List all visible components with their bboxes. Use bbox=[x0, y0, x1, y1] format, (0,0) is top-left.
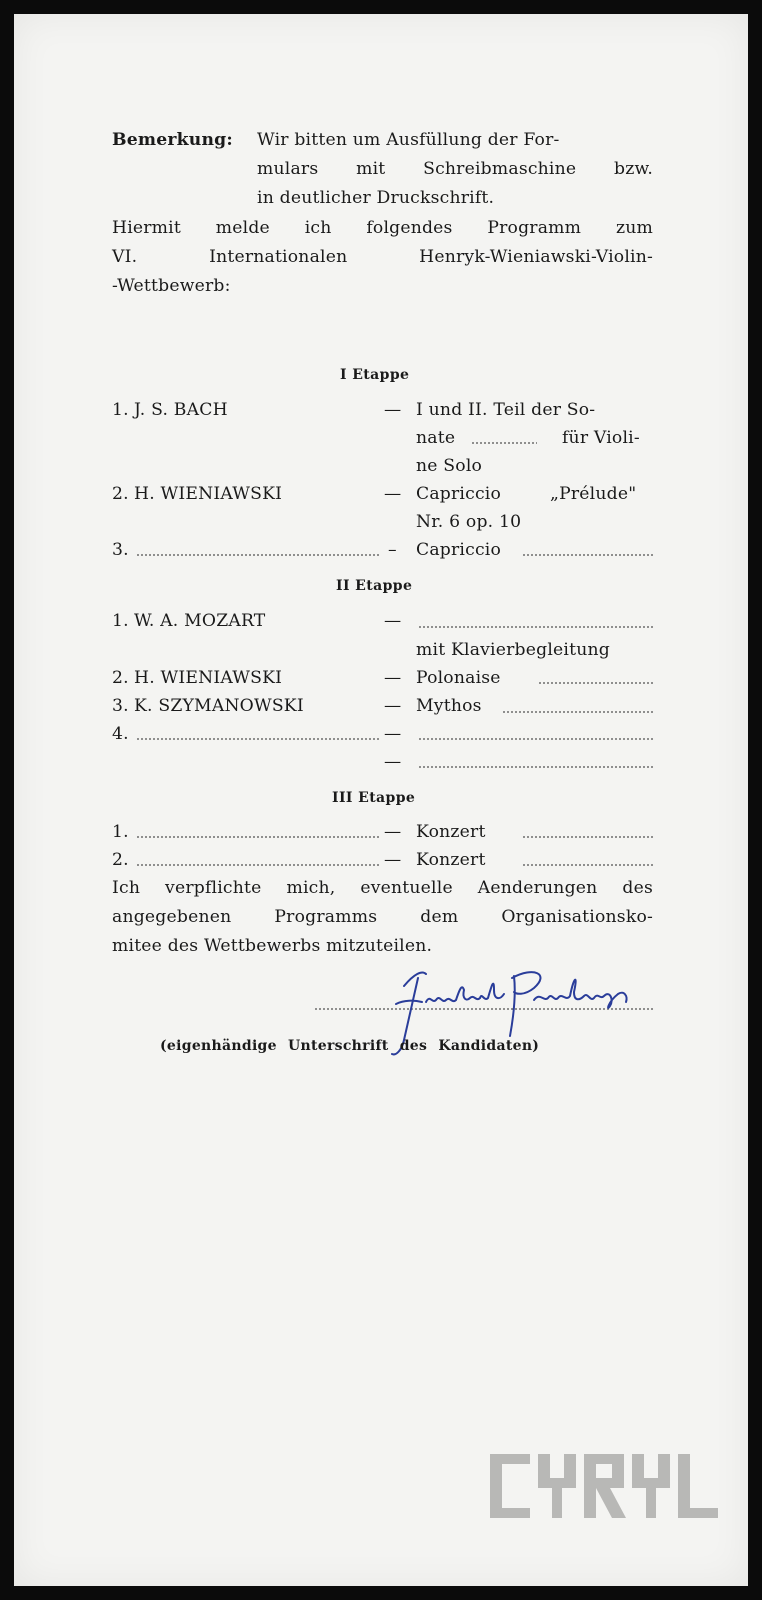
stage2-item1-extra: mit Klavierbegleitung bbox=[416, 640, 610, 660]
stage2-item2-composer: H. WIENIAWSKI bbox=[134, 668, 283, 688]
stage2-heading: II Etappe bbox=[336, 578, 413, 594]
remark-label: Bemerkung: bbox=[112, 130, 233, 150]
stage1-item1-line1: I und II. Teil der So- bbox=[416, 400, 596, 420]
stage2-item2-piece-blank[interactable] bbox=[538, 682, 654, 684]
stage3-item1-dash: — bbox=[384, 822, 402, 842]
stage2-item2-dash: — bbox=[384, 668, 402, 688]
stage3-item2-dash: — bbox=[384, 850, 402, 870]
dotted-line bbox=[502, 711, 654, 713]
document-page bbox=[14, 14, 748, 1586]
remark-line-1 bbox=[257, 130, 653, 150]
stage1-item2-line2: „Prélude" bbox=[550, 484, 637, 504]
stage2-item4-piece-blank[interactable] bbox=[418, 738, 654, 740]
remark-line-1-text: Wir bitten um Ausfüllung der For- bbox=[257, 130, 560, 150]
stage2-item3-dash: — bbox=[384, 696, 402, 716]
sig-stroke-F-bar bbox=[396, 1001, 422, 1004]
stage1-item1-line4: ne Solo bbox=[416, 456, 483, 476]
stage1-item3-piece-blank[interactable] bbox=[522, 554, 654, 556]
sonata-number-blank[interactable] bbox=[471, 442, 537, 444]
cyryl-watermark bbox=[490, 1454, 720, 1522]
stage2-item3-piece-blank[interactable] bbox=[502, 711, 654, 713]
stage2-item2-piece: Polonaise bbox=[416, 668, 501, 688]
stage2-item4-composer-blank[interactable] bbox=[136, 738, 380, 740]
stage3-item2-composer-blank[interactable] bbox=[136, 864, 380, 866]
stage1-item2-num: 2. bbox=[112, 484, 129, 504]
remark-line-2: mulars mit Schreibmaschine bzw. bbox=[257, 159, 653, 179]
stage1-item1-num: 1. bbox=[112, 400, 129, 420]
stage2-item5-dash: — bbox=[384, 752, 402, 772]
logo-C bbox=[490, 1454, 530, 1518]
commitment-line-3: mitee des Wettbewerbs mitzuteilen. bbox=[112, 936, 433, 956]
sig-stroke-first-name bbox=[426, 984, 504, 1002]
stage2-item5-piece-blank[interactable] bbox=[418, 766, 654, 768]
stage2-item3-piece: Mythos bbox=[416, 696, 482, 716]
stage1-item1-line2: nate bbox=[416, 428, 456, 448]
stage2-item4-dash: — bbox=[384, 724, 402, 744]
stage1-item2-line1: Capriccio bbox=[416, 484, 502, 504]
sig-stroke-last-name bbox=[534, 980, 627, 1008]
stage2-item3-composer: K. SZYMANOWSKI bbox=[134, 696, 304, 716]
stage2-item1-dash: — bbox=[384, 611, 402, 631]
logo-L bbox=[678, 1454, 718, 1518]
stage2-item1-piece-blank[interactable] bbox=[418, 626, 654, 628]
cyryl-logo bbox=[490, 1454, 720, 1518]
stage2-item4-num: 4. bbox=[112, 724, 129, 744]
intro-line-2: VI. Internationalen Henryk-Wieniawski-Violin- bbox=[112, 247, 653, 267]
stage3-item2-num: 2. bbox=[112, 850, 129, 870]
remark-line-3: in deutlicher Druckschrift. bbox=[257, 188, 495, 208]
stage3-item2-piece: Konzert bbox=[416, 850, 486, 870]
stage1-item2-dash: — bbox=[384, 484, 402, 504]
stage1-item1-line3: für Violi- bbox=[562, 428, 640, 448]
intro-line-1: Hiermit melde ich folgendes Programm zum bbox=[112, 218, 653, 238]
stage2-item2-num: 2. bbox=[112, 668, 129, 688]
stage3-item1-num: 1. bbox=[112, 822, 129, 842]
commitment-line-1: Ich verpflichte mich, eventuelle Aenderungen des bbox=[112, 878, 653, 898]
commitment-line-2: angegebenen Programms dem Organisationsko- bbox=[112, 907, 653, 927]
stage1-item3-piece: Capriccio bbox=[416, 540, 502, 560]
intro-line-3: -Wettbewerb: bbox=[112, 276, 231, 296]
stage1-item1-dash: — bbox=[384, 400, 402, 420]
stage3-item1-composer-blank[interactable] bbox=[136, 836, 380, 838]
stage3-item1-piece-blank[interactable] bbox=[522, 836, 654, 838]
stage1-item2-line3: Nr. 6 op. 10 bbox=[416, 512, 522, 532]
stage2-item3-num: 3. bbox=[112, 696, 129, 716]
stage3-item2-piece-blank[interactable] bbox=[522, 864, 654, 866]
logo-R bbox=[584, 1454, 626, 1518]
stage1-item1-composer: J. S. BACH bbox=[134, 400, 228, 420]
sig-stroke-P bbox=[510, 972, 540, 1036]
stage3-heading: III Etappe bbox=[332, 790, 416, 806]
stage1-item3-dash: – bbox=[388, 540, 397, 560]
logo-Y1 bbox=[538, 1454, 576, 1518]
stage1-item2-composer: H. WIENIAWSKI bbox=[134, 484, 283, 504]
stage3-item1-piece: Konzert bbox=[416, 822, 486, 842]
stage1-item3-num: 3. bbox=[112, 540, 129, 560]
stage1-item3-composer-blank[interactable] bbox=[136, 554, 380, 556]
signature-caption: (eigenhändige Unterschrift des Kandidaten) bbox=[160, 1038, 540, 1054]
logo-Y2 bbox=[632, 1454, 670, 1518]
stage2-item1-num: 1. bbox=[112, 611, 129, 631]
stage1-heading: I Etappe bbox=[340, 367, 410, 383]
stage2-item1-composer: W. A. MOZART bbox=[134, 611, 266, 631]
